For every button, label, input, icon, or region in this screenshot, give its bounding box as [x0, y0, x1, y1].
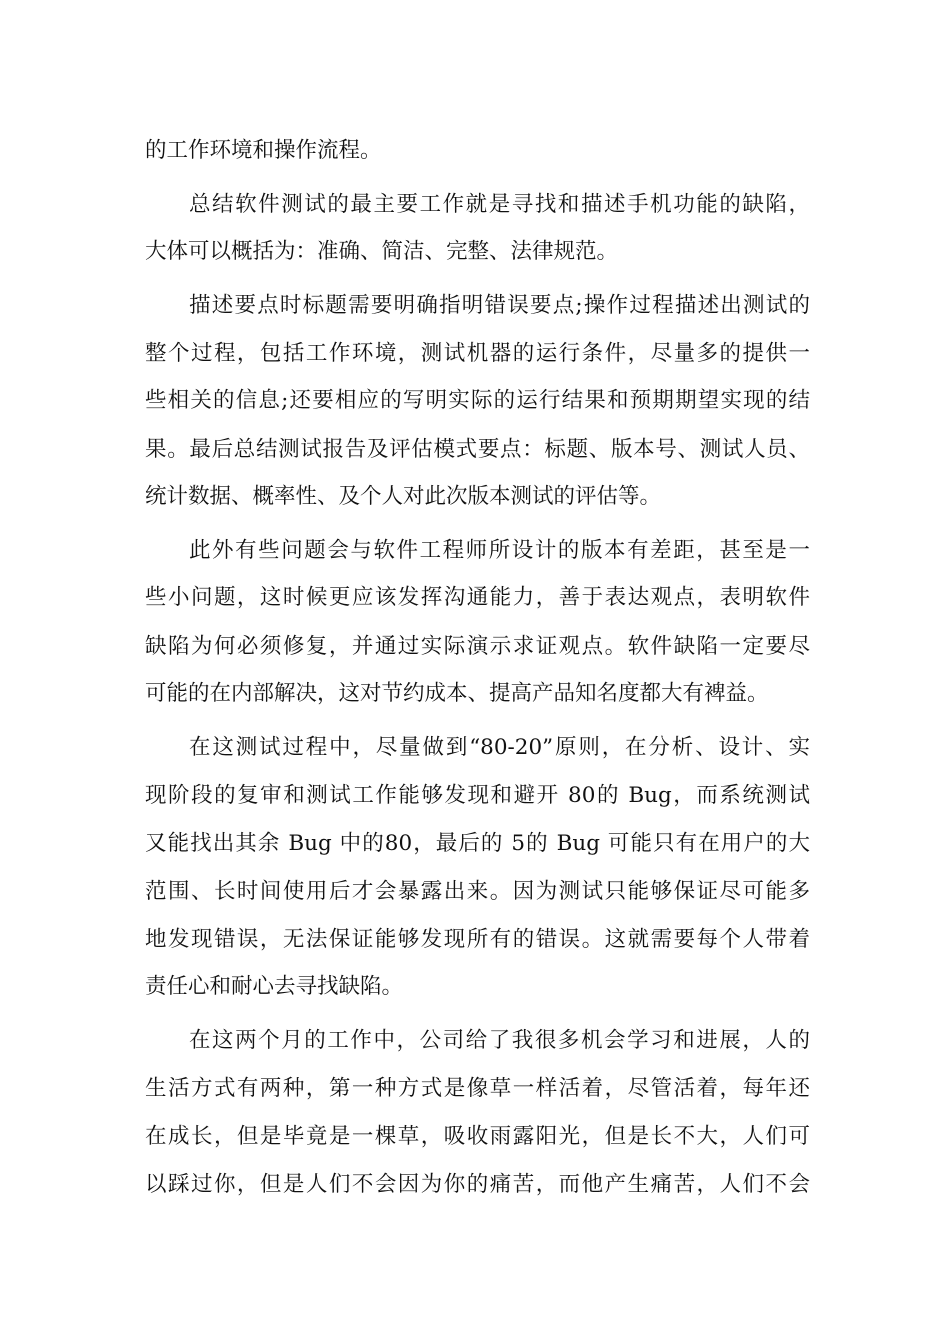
text-line: 统计数据、概率性、及个人对此次版本测试的评估等。 [145, 484, 662, 509]
text-line: 又能找出其余 Bug 中的80，最后的 5的 Bug 可能只有在用户的大 [145, 831, 810, 856]
text-line: 生活方式有两种，第一种方式是像草一样活着，尽管活着，每年还 [145, 1076, 810, 1101]
text-line: 描述要点时标题需要明确指明错误要点;操作过程描述出测试的 [189, 293, 810, 318]
text-line: 在这测试过程中，尽量做到“80-20”原则，在分析、设计、实 [189, 735, 810, 760]
text-line: 整个过程，包括工作环境，测试机器的运行条件，尽量多的提供一 [145, 341, 810, 366]
text-line: 大体可以概括为：准确、简洁、完整、法律规范。 [145, 239, 619, 264]
text-line: 此外有些问题会与软件工程师所设计的版本有差距，甚至是一 [189, 538, 810, 563]
text-line: 果。最后总结测试报告及评估模式要点：标题、版本号、测试人员、 [145, 437, 810, 462]
text-line: 的工作环境和操作流程。 [145, 138, 382, 163]
text-line: 些小问题，这时候更应该发挥沟通能力，善于表达观点，表明软件 [145, 585, 810, 610]
text-line: 地发现错误，无法保证能够发现所有的错误。这就需要每个人带着 [145, 927, 810, 952]
text-line: 在成长，但是毕竟是一棵草，吸收雨露阳光，但是长不大，人们可 [145, 1124, 810, 1149]
text-line: 在这两个月的工作中，公司给了我很多机会学习和进展，人的 [189, 1028, 810, 1053]
text-line: 现阶段的复审和测试工作能够发现和避开 80的 Bug，而系统测试 [145, 783, 810, 808]
text-line: 可能的在内部解决，这对节约成本、提高产品知名度都大有裨益。 [145, 681, 769, 706]
text-line: 些相关的信息;还要相应的写明实际的运行结果和预期期望实现的结 [145, 388, 810, 413]
text-line: 以踩过你，但是人们不会因为你的痛苦，而他产生痛苦，人们不会 [145, 1172, 810, 1197]
text-line: 总结软件测试的最主要工作就是寻找和描述手机功能的缺陷， [189, 192, 810, 217]
text-line: 缺陷为何必须修复，并通过实际演示求证观点。软件缺陷一定要尽 [145, 634, 810, 659]
text-line: 范围、长时间使用后才会暴露出来。因为测试只能够保证尽可能多 [145, 879, 810, 904]
text-line: 责任心和耐心去寻找缺陷。 [145, 974, 404, 999]
